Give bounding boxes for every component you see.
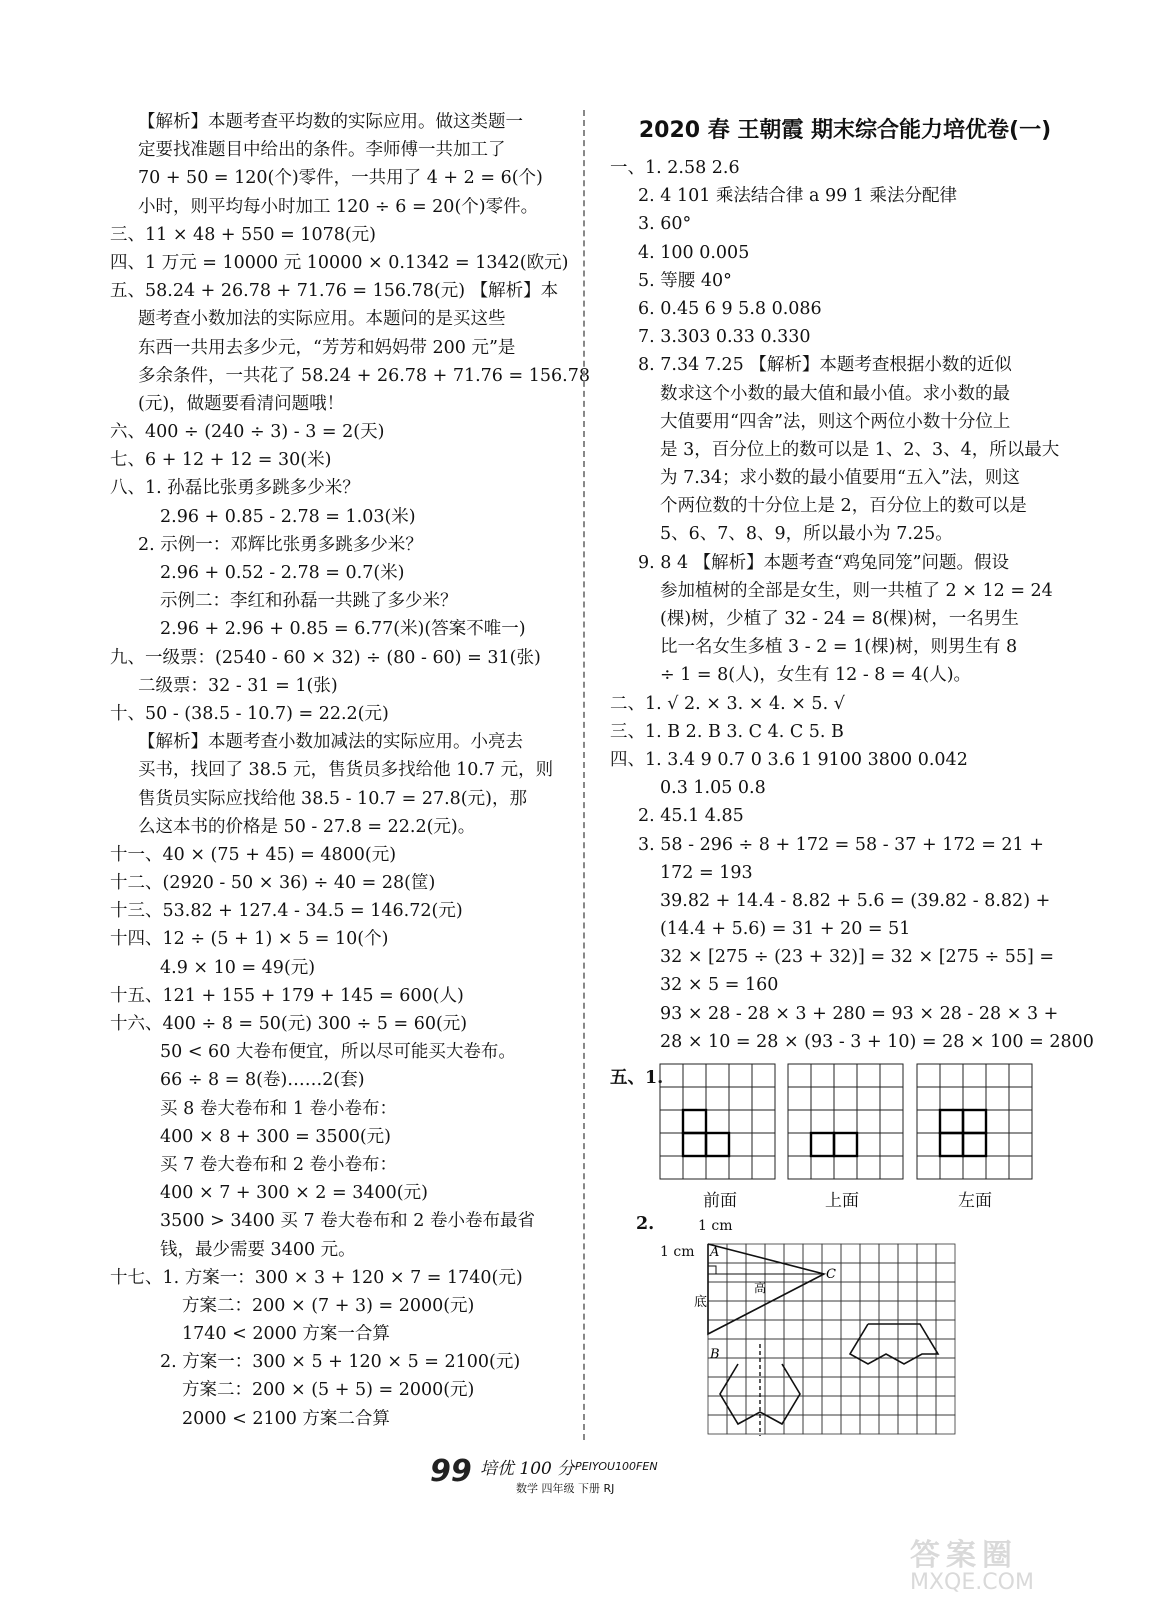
answer-line: 2. 45.1 4.85 [638,806,744,827]
answer-line: 172 = 193 [660,862,753,883]
answer-line: (棵)树，少植了 32 - 24 = 8(棵)树，一名男生 [660,609,1019,629]
answer-line: 比一名女生多植 3 - 2 = 1(棵)树，则男生有 8 [660,637,1018,658]
answer-line: 么这本书的价格是 50 - 27.8 = 22.2(元)。 [138,816,476,837]
answer-line: 7. 3.303 0.33 0.330 [638,327,811,348]
answer-line: 四、1. 3.4 9 0.7 0 3.6 1 9100 3800 0.042 [610,749,968,770]
answer-line: 十六、400 ÷ 8 = 50(元) 300 ÷ 5 = 60(元) [110,1014,468,1034]
q2-label: 2. [636,1214,655,1234]
answer-line: 方案二：200 × (7 + 3) = 2000(元) [182,1295,475,1316]
answer-line: ÷ 1 = 8(人)，女生有 12 - 8 = 4(人)。 [660,665,972,686]
answer-line: 数求这个小数的最大值和最小值。求小数的最 [660,383,1010,404]
answer-line: 二级票：32 - 31 = 1(张) [138,675,338,696]
answer-line: 示例二：李红和孙磊一共跳了多少米？ [160,591,458,612]
column-divider [583,110,585,1440]
answer-line: 8. 7.34 7.25 【解析】本题考查根据小数的近似 [638,355,1012,376]
answer-line: 八、1. 孙磊比张勇多跳多少米？ [110,478,360,499]
answer-line: 70 + 50 = 120(个)零件，一共用了 4 + 2 = 6(个) [138,168,543,189]
drawing-grid [694,1236,960,1446]
answer-line: 九、一级票：(2540 - 60 × 32) ÷ (80 - 60) = 31(张) [110,647,541,668]
caption-left: 左面 [958,1191,992,1211]
caption-front: 前面 [703,1191,737,1211]
answer-line: 400 × 7 + 300 × 2 = 3400(元) [160,1183,428,1204]
answer-line: 3500 > 3400 买 7 卷大卷布和 2 卷小卷布最省 [160,1211,535,1232]
answer-line: 是 3，百分位上的数可以是 1、2、3、4，所以最大 [660,439,1060,460]
answer-line: 2000 < 2100 方案二合算 [182,1408,390,1429]
answer-line: 三、1. B 2. B 3. C 4. C 5. B [610,721,844,742]
watermark-logo [910,1530,1140,1595]
answer-line: 3. 58 - 296 ÷ 8 + 172 = 58 - 37 + 172 = 21 + [638,834,1044,855]
answer-line: 买书，找回了 38.5 元，售货员多找给他 10.7 元，则 [138,760,554,781]
answer-line: 十三、53.82 + 127.4 - 34.5 = 146.72(元) [110,901,463,922]
answer-line: 4. 100 0.005 [638,242,750,263]
answer-line: 二、1. √ 2. × 3. × 4. × 5. √ [610,693,845,714]
answer-line: 5. 等腰 40° [638,270,732,291]
book-info: 数学 四年级 下册 RJ [516,1482,615,1495]
answer-line: 六、400 ÷ (240 ÷ 3) - 3 = 2(天) [110,422,385,443]
front-view-grid [660,1064,775,1179]
answer-line: 93 × 28 - 28 × 3 + 280 = 93 × 28 - 28 × 3 + [660,1003,1059,1024]
answer-line: 多余条件，一共花了 58.24 + 26.78 + 71.76 = 156.78 [138,365,590,386]
answer-line: 0.3 1.05 0.8 [660,778,766,799]
answer-line: 2. 方案一：300 × 5 + 120 × 5 = 2100(元) [160,1352,521,1373]
answer-line: 【解析】本题考查小数加减法的实际应用。小亮去 [138,732,523,753]
answer-line: 十一、40 × (75 + 45) = 4800(元) [110,844,397,865]
answer-line: (元)，做题要看清问题哦！ [138,393,345,414]
top-view-grid [788,1064,903,1179]
answer-line: 2. 示例一：邓辉比张勇多跳多少米？ [138,534,423,555]
answer-line: 十四、12 ÷ (5 + 1) × 5 = 10(个) [110,929,389,950]
answer-line: 1740 < 2000 方案一合算 [182,1324,390,1345]
right-angle-mark [708,1266,716,1274]
point-b-label: B [710,1347,720,1362]
three-view-grids [655,1060,1065,1185]
answer-line: 大值要用“四舍”法，则这个两位小数十分位上 [660,411,1011,432]
answer-line: 小时，则平均每小时加工 120 ÷ 6 = 20(个)零件。 [138,196,539,217]
answer-line: 32 × [275 ÷ (23 + 32)] = 32 × [275 ÷ 55] = [660,947,1055,968]
answer-line: 售货员实际应找给他 38.5 - 10.7 = 27.8(元)，那 [138,788,527,809]
answer-line: 七、6 + 12 + 12 = 30(米) [110,450,332,471]
answer-line: 方案二：200 × (5 + 5) = 2000(元) [182,1380,475,1401]
answer-line: 9. 8 4 【解析】本题考查“鸡兔同笼”问题。假设 [638,552,1010,573]
answer-line: 五、58.24 + 26.78 + 71.76 = 156.78(元) 【解析】本 [110,281,559,302]
answer-line: (14.4 + 5.6) = 31 + 20 = 51 [660,919,911,940]
answer-line: 6. 0.45 6 9 5.8 0.086 [638,298,822,319]
exam-title: 2020 春 王朝霞 期末综合能力培优卷(一) [638,118,1052,143]
scale-left-label: 1 cm [660,1244,695,1260]
answer-line: 2.96 + 0.52 - 2.78 = 0.7(米) [160,563,405,583]
left-column [110,108,590,1433]
answer-line: 2.96 + 0.85 - 2.78 = 1.03(米) [160,506,416,527]
answer-line: 400 × 8 + 300 = 3500(元) [160,1126,391,1147]
answer-line: 3. 60° [638,214,692,235]
page-footer [430,1450,760,1500]
watermark-text: 答案圈 [910,1538,1018,1573]
caption-top: 上面 [825,1191,859,1211]
scale-top-label: 1 cm [698,1218,733,1234]
brand-name: 培优 100 分 [480,1459,575,1479]
answer-line: 39.82 + 14.4 - 8.82 + 5.6 = (39.82 - 8.82) + [660,890,1051,911]
answer-line: 东西一共用去多少元，“芳芳和妈妈带 200 元”是 [138,337,516,358]
answer-line: 十二、(2920 - 50 × 36) ÷ 40 = 28(筐) [110,873,436,894]
answer-line: 十七、1. 方案一：300 × 3 + 120 × 7 = 1740(元) [110,1267,523,1288]
point-a-label: A [710,1245,720,1260]
answer-line: 买 7 卷大卷布和 2 卷小卷布： [160,1154,398,1175]
height-label: 高 [754,1281,767,1295]
answer-line: 4.9 × 10 = 49(元) [160,957,316,978]
right-column [610,108,1094,1056]
answer-line: 28 × 10 = 28 × (93 - 3 + 10) = 28 × 100 = 2800 [660,1031,1094,1052]
answer-line: 三、11 × 48 + 550 = 1078(元) [110,224,376,245]
answer-line: 32 × 5 = 160 [660,975,779,996]
answer-line: 为 7.34；求小数的最小值要用“五入”法，则这 [660,468,1020,489]
answer-line: 参加植树的全部是女生，则一共植了 2 × 12 = 24 [660,580,1053,601]
answer-line: 2. 4 101 乘法结合律 a 99 1 乘法分配律 [638,186,958,207]
answer-line: 一、1. 2.58 2.6 [610,158,740,178]
section5-label: 五、1. [610,1068,664,1088]
answer-line: 四、1 万元 = 10000 元 10000 × 0.1342 = 1342(欧元) [110,252,569,273]
answer-line: 十五、121 + 155 + 179 + 145 = 600(人) [110,985,464,1006]
answer-line: 钱，最少需要 3400 元。 [160,1239,356,1260]
point-c-label: C [826,1267,836,1282]
answer-line: 十、50 - (38.5 - 10.7) = 22.2(元) [110,703,389,724]
answer-line: 【解析】本题考查平均数的实际应用。做这类题一 [138,112,523,132]
answer-line: 个两位数的十分位上是 2，百分位上的数可以是 [660,496,1027,517]
right-answers [610,154,1094,1056]
brand-name-en: PEIYOU100FEN [575,1460,658,1473]
watermark-url: MXQE.COM [910,1570,1034,1595]
answer-line: 定要找准题目中给出的条件。李师傅一共加工了 [138,140,506,161]
answer-line: 50 < 60 大卷布便宜，所以尽可能买大卷布。 [160,1042,516,1063]
answer-line: 题考查小数加法的实际应用。本题问的是买这些 [138,309,506,330]
left-view-grid [917,1064,1032,1179]
page-number: 99 [430,1454,472,1489]
answer-line: 2.96 + 2.96 + 0.85 = 6.77(米)(答案不唯一) [160,619,526,640]
answer-line: 66 ÷ 8 = 8(卷)……2(套) [160,1070,365,1091]
base-label: 底 [694,1295,708,1310]
answer-line: 买 8 卷大卷布和 1 卷小卷布： [160,1098,398,1119]
answer-line: 5、6、7、8、9，所以最小为 7.25。 [660,524,953,545]
